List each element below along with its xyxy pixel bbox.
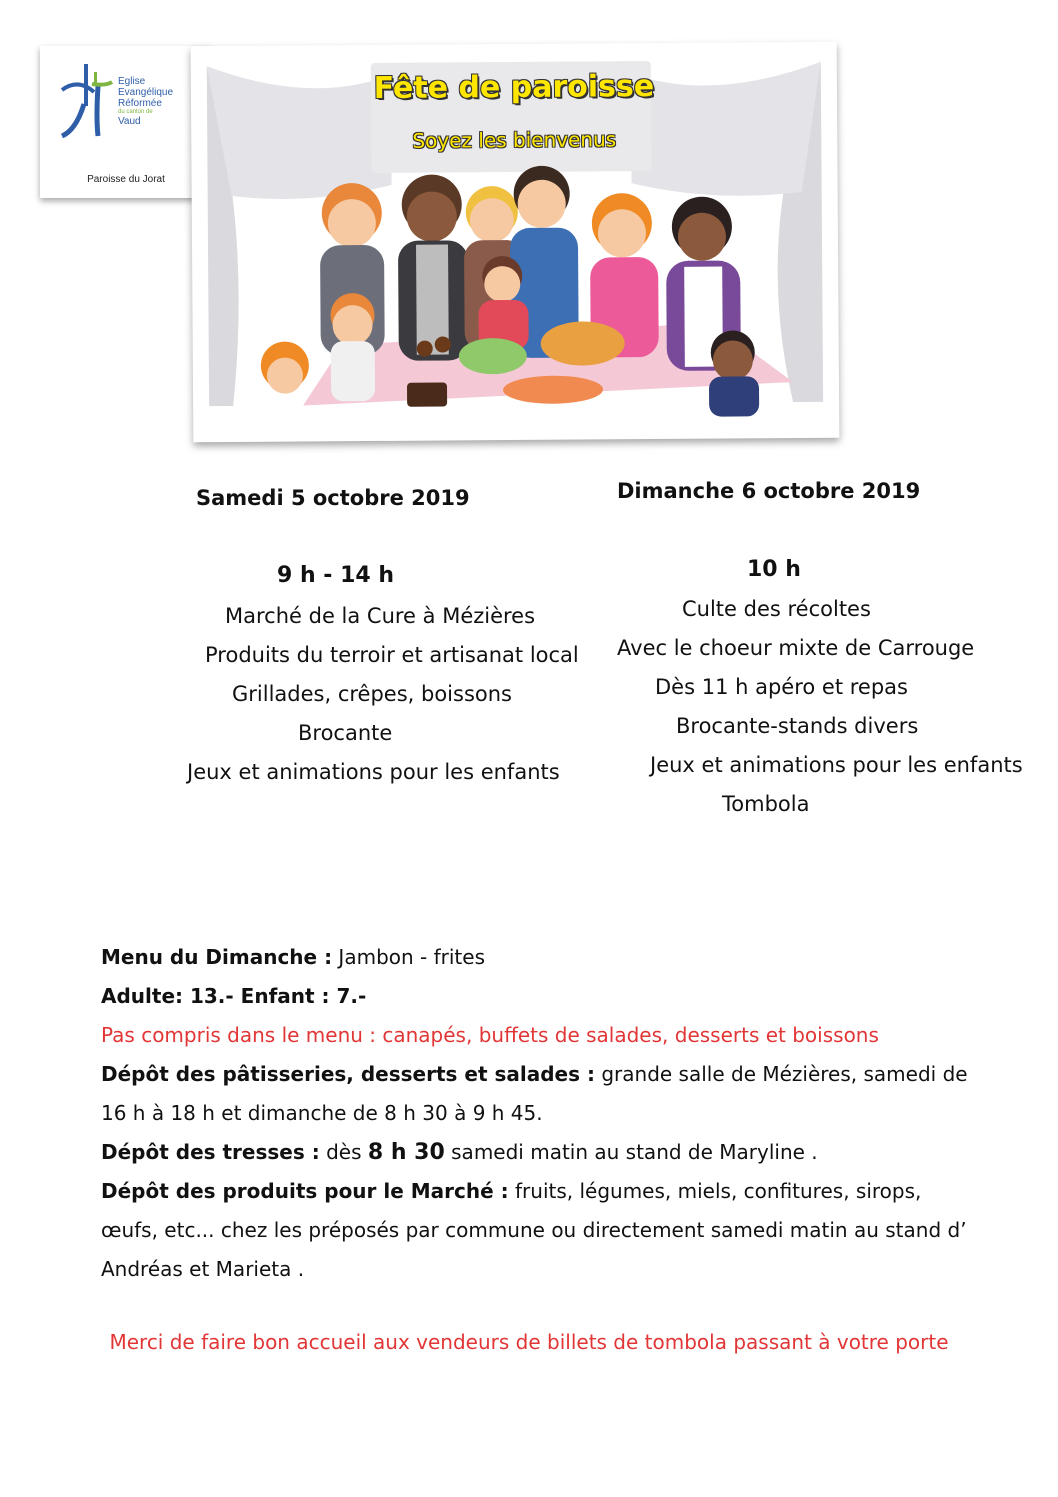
- saturday-item: Brocante: [298, 721, 393, 745]
- sunday-item: Jeux et animations pour les enfants: [650, 753, 1023, 777]
- price-line: [101, 977, 981, 1016]
- tresses-pre: dès: [319, 1140, 368, 1164]
- logo-card: [40, 46, 212, 198]
- sunday-item: Avec le choeur mixte de Carrouge: [617, 636, 975, 660]
- not-included-line: Pas compris dans le menu : canapés, buffets de salades, desserts et boissons: [101, 1023, 879, 1047]
- sunday-item: Culte des récoltes: [682, 597, 871, 621]
- menu-value: Jambon - frites: [332, 945, 485, 969]
- pastry-label: Dépôt des pâtisseries, desserts et salades :: [101, 1062, 595, 1086]
- menu-label: Menu du Dimanche :: [101, 945, 333, 969]
- saturday-item: Produits du terroir et artisanat local: [205, 643, 579, 667]
- party-illustration: [191, 42, 840, 443]
- sunday-heading: Dimanche 6 octobre 2019: [617, 479, 921, 503]
- logo-line-1: Eglise: [118, 76, 146, 87]
- market-value: fruits, légumes, miels, confitures, sirops, œufs, etc... chez les préposés par commune ou directement samedi matin au stand d’ Andréas et Marieta .: [101, 1179, 967, 1281]
- market-label: Dépôt des produits pour le Marché :: [101, 1179, 509, 1203]
- logo-line-2: Evangélique: [118, 87, 174, 98]
- saturday-heading: Samedi 5 octobre 2019: [196, 486, 470, 510]
- logo-line-4: du canton de: [118, 109, 153, 115]
- saturday-time: 9 h - 14 h: [277, 563, 395, 588]
- saturday-item: Jeux et animations pour les enfants: [187, 760, 560, 784]
- tresses-post: samedi matin au stand de Maryline .: [444, 1140, 818, 1164]
- tresses-label: Dépôt des tresses :: [101, 1140, 320, 1164]
- banner-subtitle: Soyez les bienvenus: [412, 127, 617, 153]
- tresses-line: [101, 1133, 981, 1172]
- sunday-item: Brocante-stands divers: [676, 714, 919, 738]
- church-logo-icon: [54, 60, 114, 140]
- saturday-item: Marché de la Cure à Mézières: [225, 604, 536, 628]
- logo-line-5: Vaud: [118, 116, 141, 127]
- sunday-item: Tombola: [722, 792, 810, 816]
- info-block: [101, 938, 981, 1289]
- logo-text: [118, 76, 173, 127]
- pastry-line: [101, 1055, 981, 1133]
- menu-line: [101, 938, 981, 977]
- market-line: [101, 1172, 981, 1289]
- saturday-item: Grillades, crêpes, boissons: [232, 682, 512, 706]
- closing-message: Merci de faire bon accueil aux vendeurs de billets de tombola passant à votre porte: [109, 1330, 949, 1354]
- banner-title: Fête de paroisse: [373, 69, 655, 106]
- logo-line-3: Réformée: [118, 98, 162, 109]
- price-text: Adulte: 13.- Enfant : 7.-: [101, 984, 367, 1008]
- sunday-time: 10 h: [747, 557, 801, 582]
- tresses-time: 8 h 30: [367, 1140, 445, 1165]
- sunday-item: Dès 11 h apéro et repas: [655, 675, 908, 699]
- pastry-value: grande salle de Mézières, samedi de 16 h à 18 h et dimanche de 8 h 30 à 9 h 45.: [101, 1062, 968, 1125]
- parish-name: Paroisse du Jorat: [87, 174, 165, 185]
